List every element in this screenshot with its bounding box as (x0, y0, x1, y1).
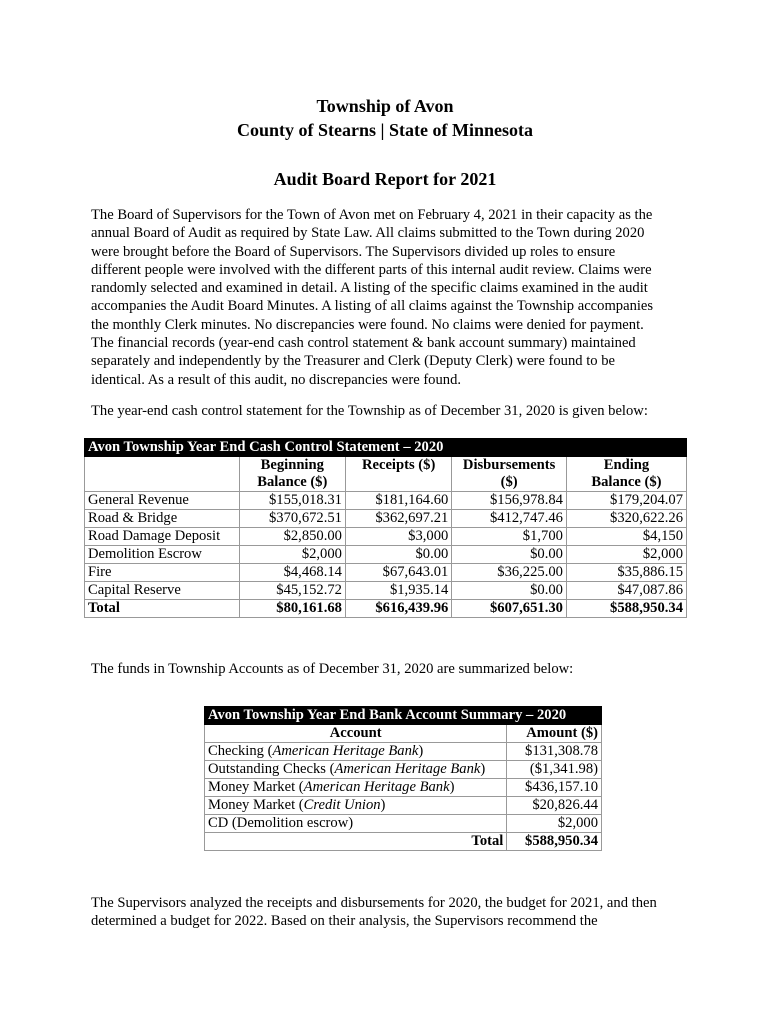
fund-name: Capital Reserve (85, 582, 240, 600)
receipts: $1,935.14 (345, 582, 451, 600)
total-label: Total (85, 600, 240, 618)
table-row (205, 779, 602, 797)
intro-paragraph (91, 206, 691, 389)
receipts: $67,643.01 (345, 564, 451, 582)
ending-balance: $35,886.15 (566, 564, 686, 582)
fund-name: Road & Bridge (85, 510, 240, 528)
fund-name: Fire (85, 564, 240, 582)
township-name: Township of Avon (316, 96, 454, 116)
account-amount: $20,826.44 (507, 797, 602, 815)
disbursements: $412,747.46 (452, 510, 567, 528)
table-row (205, 815, 602, 833)
intro-line: separately and independently by the Treasurer and Clerk (Deputy Clerk) were found to be (91, 353, 615, 370)
bank-col-amount: Amount ($) (507, 725, 602, 743)
account-name: Money Market (Credit Union) (205, 797, 507, 815)
bank-total-label: Total (205, 833, 507, 851)
intro-line: randomly selected and examined in detail. A listing of the specific claims examined in the audit (91, 280, 648, 297)
table-row (205, 797, 602, 815)
beginning-balance: $2,000 (239, 546, 345, 564)
report-title: Audit Board Report for 2021 (273, 169, 497, 189)
account-name: Money Market (American Heritage Bank) (205, 779, 507, 797)
bank-total-amount: $588,950.34 (507, 833, 602, 851)
closing-paragraph (91, 894, 691, 931)
intro-line: identical. As a result of this audit, no discrepancies were found. (91, 371, 462, 388)
fund-name: Demolition Escrow (85, 546, 240, 564)
table-row (85, 546, 687, 564)
cash-col-ending: Ending Balance ($) (566, 457, 686, 492)
total-ending: $588,950.34 (566, 600, 686, 618)
ending-balance: $320,622.26 (566, 510, 686, 528)
ending-balance: $179,204.07 (566, 492, 686, 510)
receipts: $181,164.60 (345, 492, 451, 510)
total-beginning: $80,161.68 (239, 600, 345, 618)
account-name: Checking (American Heritage Bank) (205, 743, 507, 761)
disbursements: $36,225.00 (452, 564, 567, 582)
beginning-balance: $370,672.51 (239, 510, 345, 528)
account-amount: $131,308.78 (507, 743, 602, 761)
closing-line: determined a budget for 2022. Based on their analysis, the Supervisors recommend the (91, 913, 598, 930)
total-receipts: $616,439.96 (345, 600, 451, 618)
account-name: Outstanding Checks (American Heritage Bank) (205, 761, 507, 779)
account-amount: $2,000 (507, 815, 602, 833)
table-row (85, 492, 687, 510)
cash-col-beginning: Beginning Balance ($) (239, 457, 345, 492)
table-row (85, 564, 687, 582)
receipts: $362,697.21 (345, 510, 451, 528)
account-name: CD (Demolition escrow) (205, 815, 507, 833)
intro-line: The Board of Supervisors for the Town of Avon met on February 4, 2021 in their capacity as the (91, 207, 653, 223)
cash-table-title: Avon Township Year End Cash Control Statement – 2020 (85, 439, 687, 457)
receipts: $3,000 (345, 528, 451, 546)
beginning-balance: $155,018.31 (239, 492, 345, 510)
disbursements: $0.00 (452, 582, 567, 600)
intro-line: the monthly Clerk minutes. No discrepancies were found. No claims were denied for payment. (91, 316, 644, 333)
county-state: County of Stearns | State of Minnesota (237, 120, 533, 140)
receipts: $0.00 (345, 546, 451, 564)
table-row (85, 582, 687, 600)
cash-control-table (84, 438, 687, 618)
bank-col-account: Account (205, 725, 507, 743)
bank-intro: The funds in Township Accounts as of December 31, 2020 are summarized below: (91, 661, 574, 677)
bank-summary-table (204, 706, 602, 851)
ending-balance: $47,087.86 (566, 582, 686, 600)
ending-balance: $2,000 (566, 546, 686, 564)
beginning-balance: $45,152.72 (239, 582, 345, 600)
intro-line: The financial records (year-end cash control statement & bank account summary) maintained (91, 335, 636, 352)
intro-line: annual Board of Audit as required by State Law. All claims submitted to the Town during 2020 (91, 225, 645, 242)
total-row (205, 833, 602, 851)
cash-col-receipts: Receipts ($) (345, 457, 451, 492)
intro-line: different people were involved with the different parts of this internal audit review. Claims were (91, 261, 652, 278)
disbursements: $156,978.84 (452, 492, 567, 510)
intro-line: accompanies the Audit Board Minutes. A listing of all claims against the Township accompanies (91, 298, 654, 315)
beginning-balance: $4,468.14 (239, 564, 345, 582)
table-row (85, 528, 687, 546)
fund-name: Road Damage Deposit (85, 528, 240, 546)
fund-name: General Revenue (85, 492, 240, 510)
ending-balance: $4,150 (566, 528, 686, 546)
disbursements: $1,700 (452, 528, 567, 546)
cash-col-fund (85, 457, 240, 492)
closing-line: The Supervisors analyzed the receipts and disbursements for 2020, the budget for 2021, and then (91, 895, 657, 911)
cash-col-disbursements: Disbursements ($) (452, 457, 567, 492)
bank-table-title: Avon Township Year End Bank Account Summary – 2020 (205, 707, 602, 725)
beginning-balance: $2,850.00 (239, 528, 345, 546)
total-disbursements: $607,651.30 (452, 600, 567, 618)
account-amount: ($1,341.98) (507, 761, 602, 779)
account-amount: $436,157.10 (507, 779, 602, 797)
table-row (85, 510, 687, 528)
table-row (205, 743, 602, 761)
disbursements: $0.00 (452, 546, 567, 564)
cash-intro: The year-end cash control statement for the Township as of December 31, 2020 is given below: (91, 403, 648, 419)
intro-line: were brought before the Board of Supervisors. The Supervisors divided up roles to ensure (91, 243, 616, 260)
table-row (205, 761, 602, 779)
total-row (85, 600, 687, 618)
